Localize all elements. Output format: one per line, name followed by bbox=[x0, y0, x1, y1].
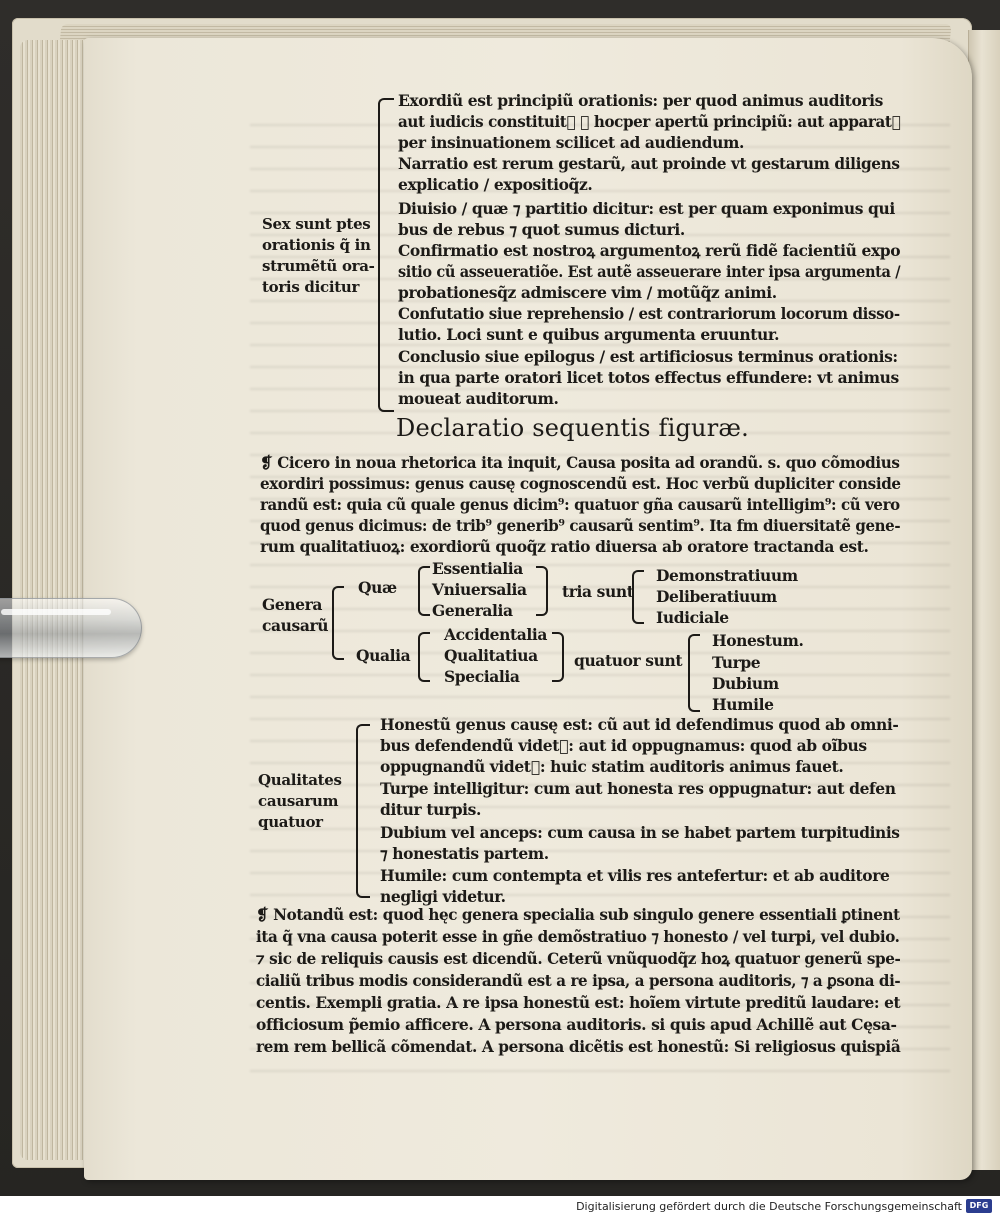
side-note-line: quatuor bbox=[258, 813, 323, 831]
text-line: ditur turpis. bbox=[380, 800, 481, 819]
text-line: exordiri possimus: genus causę cognoscendũ est. Hoc verbũ dupliciter conside bbox=[260, 474, 901, 493]
text-line: ita q̃ vna causa poterit esse in gñe demõstratiuo ⁊ honesto / vel turpi, vel dubio. bbox=[256, 927, 900, 946]
text-line: explicatio / expositioq̃z. bbox=[398, 175, 593, 194]
text-line: Dubium vel anceps: cum causa in se habet partem turpitudinis bbox=[380, 823, 900, 842]
diagram-label-causarum: causarũ bbox=[262, 616, 329, 635]
text-line: sitio cũ asseueratiõe. Est autẽ asseuerare inter ipsa argumenta / bbox=[398, 262, 901, 281]
right-page-edge bbox=[968, 30, 1000, 1170]
text-line: Conclusio siue epilogus / est artificiosus terminus orationis: bbox=[398, 347, 898, 366]
brace-block3 bbox=[356, 724, 370, 898]
text-line: Humile: cum contempta et vilis res antefertur: et ab auditore bbox=[380, 866, 890, 885]
diagram-label-genera: Genera bbox=[262, 595, 323, 614]
diagram-item: Essentialia bbox=[432, 559, 523, 578]
side-note-line: Sex sunt ptes bbox=[262, 215, 371, 233]
diagram-item: Iudiciale bbox=[656, 608, 729, 627]
diagram-item: Generalia bbox=[432, 601, 513, 620]
text-line: Narratio est rerum gestarũ, aut proinde vt gestarum diligens bbox=[398, 154, 900, 173]
diagram-item: Deliberatiuum bbox=[656, 587, 777, 606]
text-line: Turpe intelligitur: cum aut honesta res oppugnatur: aut defen bbox=[380, 779, 896, 798]
side-note-line: strumẽtũ ora- bbox=[262, 257, 375, 275]
brace-group2-right bbox=[552, 632, 564, 682]
diagram-item: Demonstratiuum bbox=[656, 566, 798, 585]
text-line: ⁊ sic de reliquis causis est dicendũ. Ceterũ vnũquodq̃z hoꝝ quatuor generũ spe- bbox=[256, 949, 901, 968]
diagram-item: Accidentalia bbox=[444, 625, 547, 644]
diagram-label-quae: Quæ bbox=[358, 578, 397, 597]
text-line: bus defendendũ videt᷑: aut id oppugnamus: quod ab oĩbus bbox=[380, 736, 867, 755]
section-heading: Declaratio sequentis figuræ. bbox=[396, 414, 749, 442]
diagram-item: Specialia bbox=[444, 667, 520, 686]
brace-group2-out bbox=[688, 634, 700, 712]
text-line: Diuisio / quæ ⁊ partitio dicitur: est per quam exponimus qui bbox=[398, 199, 895, 218]
diagram-label-tria-sunt: tria sunt bbox=[562, 582, 634, 601]
glass-rod bbox=[0, 598, 142, 658]
dfg-logo: DFG bbox=[966, 1199, 992, 1213]
footer-credit: Digitalisierung gefördert durch die Deutsche Forschungsgemeinschaft bbox=[576, 1200, 962, 1213]
side-note-line: Qualitates bbox=[258, 771, 342, 789]
text-line: Confirmatio est nostroꝝ argumentoꝝ rerũ fidẽ facientiũ expo bbox=[398, 241, 901, 260]
diagram-label-quatuor-sunt: quatuor sunt bbox=[574, 651, 683, 670]
text-line: per insinuationem scilicet ad audiendum. bbox=[398, 133, 744, 152]
diagram-item: Vniuersalia bbox=[432, 580, 527, 599]
brace-group1-out bbox=[632, 570, 644, 624]
brace-group1-right bbox=[536, 566, 548, 616]
diagram-item: Dubium bbox=[712, 674, 779, 693]
text-line: officiosum p̃emio afficere. A persona auditoris. si quis apud Achillẽ aut Cęsa- bbox=[256, 1015, 897, 1034]
text-line: centis. Exempli gratia. A re ipsa honestũ est: hoĩem virtute preditũ laudare: et bbox=[256, 993, 901, 1012]
text-line: Confutatio siue reprehensio / est contrariorum locorum disso- bbox=[398, 304, 900, 323]
side-note-line: toris dicitur bbox=[262, 278, 360, 296]
text-line: rum qualitatiuoꝝ: exordiorũ quoq̃z ratio diuersa ab oratore tractanda est. bbox=[260, 537, 869, 556]
text-line: ⁊ honestatis partem. bbox=[380, 844, 549, 863]
text-line: in qua parte oratori licet totos effectus effundere: vt animus bbox=[398, 368, 899, 387]
diagram-item: Humile bbox=[712, 695, 774, 714]
brace-group1-left bbox=[418, 566, 430, 616]
diagram-label-qualia: Qualia bbox=[356, 646, 411, 665]
brace-group2-left bbox=[418, 632, 430, 682]
side-note-line: causarum bbox=[258, 792, 339, 810]
brace-block1 bbox=[378, 98, 394, 412]
diagram-item: Qualitatiua bbox=[444, 646, 538, 665]
side-note-line: orationis q̃ in bbox=[262, 236, 371, 254]
diagram-item: Turpe bbox=[712, 653, 761, 672]
text-line: oppugnandũ videt᷑: huic statim auditoris animus fauet. bbox=[380, 757, 844, 776]
text-line: cialiũ tribus modis considerandũ est a re ipsa, a persona auditoris, ⁊ a ꝑsona di- bbox=[256, 971, 901, 990]
text-line: moueat auditorum. bbox=[398, 389, 559, 408]
text-line: lutio. Loci sunt e quibus argumenta eruuntur. bbox=[398, 325, 780, 344]
text-line: rem rem bellicã cõmendat. A persona dicẽtis est honestũ: Si religiosus quispiã bbox=[256, 1037, 901, 1056]
text-line: quod genus dicimus: de trib⁹ generib⁹ causarũ sentim⁹. Ita fm diuersitatẽ gene- bbox=[260, 516, 901, 535]
diagram-item: Honestum. bbox=[712, 631, 804, 650]
brace-genera bbox=[332, 586, 344, 660]
text-line: ❡ Notandũ est: quod hęc genera specialia sub singulo genere essentiali ꝑtinent bbox=[256, 905, 900, 924]
text-line: aut iudicis constituit᷑ ⁊ hocper apertũ principiũ: aut apparat᷑ bbox=[398, 112, 901, 131]
text-line: negligi videtur. bbox=[380, 887, 506, 906]
text-line: randũ est: quia cũ quale genus dicim⁹: quatuor gña causarũ intelligim⁹: cũ vero bbox=[260, 495, 900, 514]
text-line: ❡ Cicero in noua rhetorica ita inquit, Causa posita ad orandũ. s. quo cõmodius bbox=[260, 453, 900, 472]
text-line: probationesq̃z admiscere vim / motũq̃z animi. bbox=[398, 283, 777, 302]
text-line: bus de rebus ⁊ quot sumus dicturi. bbox=[398, 220, 685, 239]
text-line: Honestũ genus causę est: cũ aut id defendimus quod ab omni- bbox=[380, 715, 899, 734]
text-line: Exordiũ est principiũ orationis: per quod animus auditoris bbox=[398, 91, 883, 110]
